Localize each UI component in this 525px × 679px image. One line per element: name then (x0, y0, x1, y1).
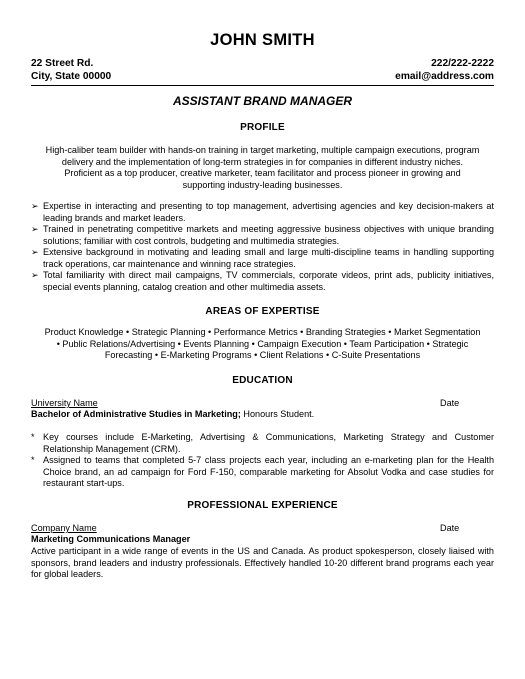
list-item: * Key courses include E-Marketing, Advertising & Communications, Marketing Strategy and Customer Relationship Management (CRM). (31, 432, 494, 454)
expertise-list (31, 327, 494, 362)
experience-company-row (31, 523, 494, 535)
email-address: email@address.com (395, 71, 494, 82)
list-item: ➢ Trained in penetrating competitive markets and meeting aggressive business objectives with unique branding solutions; familiar with cost controls, budgeting and multimedia strategies. (31, 224, 494, 246)
candidate-name: JOHN SMITH (210, 31, 315, 49)
arrow-bullet-icon: ➢ (31, 247, 39, 257)
education-school-row (31, 398, 494, 410)
list-item: ➢ Total familiarity with direct mail campaigns, TV commercials, corporate videos, print ads, publicity initiatives, special events planning, catalog creation and other multimedia assets. (31, 270, 494, 292)
degree-title: Bachelor of Administrative Studies in Marketing; (31, 409, 241, 419)
list-item: ➢ Expertise in interacting and presenting to top management, advertising agencies and key decision-makers at leading brands and market leaders. (31, 201, 494, 223)
experience-date: Date (440, 523, 460, 533)
header-divider (31, 85, 494, 86)
phone-number: 222/222-2222 (431, 58, 494, 69)
profile-summary-line: supporting industry-leading businesses. (182, 179, 343, 190)
arrow-bullet-icon: ➢ (31, 201, 39, 211)
profile-summary (31, 145, 494, 191)
expertise-line: Forecasting • E-Marketing Programs • Client Relations • C-Suite Presentations (104, 350, 421, 360)
position-title: Marketing Communications Manager (31, 534, 191, 544)
profile-summary-line: Proficient as a top producer, creative marketer, team facilitator and process pioneer in growing and (64, 168, 461, 178)
contact-row-1 (31, 58, 494, 69)
expertise-heading: AREAS OF EXPERTISE (205, 306, 320, 317)
list-item: * Assigned to teams that completed 5-7 class projects each year, including an e-marketing plan for the Health Choice brand, an ad campaign for Ford F-150, comparable marketing for Absolut Vodka and case studies for restaurant start-ups. (31, 455, 494, 488)
expertise-line: Product Knowledge • Strategic Planning • Performance Metrics • Branding Strategies • Market Segmentation (44, 327, 481, 337)
contact-row-2 (31, 71, 494, 82)
school-name: University Name (31, 398, 98, 408)
list-item: ➢ Extensive background in motivating and leading small and large multi-discipline teams in handling supporting track operations, car maintenance and winning race strategies. (31, 247, 494, 269)
asterisk-bullet-icon: * (31, 432, 35, 442)
job-title: ASSISTANT BRAND MANAGER (172, 94, 353, 108)
education-heading: EDUCATION (232, 375, 293, 386)
expertise-line: • Public Relations/Advertising • Events Planning • Campaign Execution • Team Participation • Strategic (56, 338, 469, 349)
asterisk-bullet-icon: * (31, 455, 35, 465)
address-line-2: City, State 00000 (31, 71, 112, 82)
experience-position-row (31, 534, 494, 546)
arrow-bullet-icon: ➢ (31, 224, 39, 234)
experience-heading: PROFESSIONAL EXPERIENCE (187, 500, 338, 511)
profile-bullet-list (31, 201, 494, 293)
education-date: Date (440, 398, 460, 408)
degree-note: Honours Student. (240, 409, 315, 419)
resume-page (31, 0, 494, 679)
address-line-1: 22 Street Rd. (31, 58, 94, 69)
company-name: Company Name (31, 523, 97, 533)
profile-heading: PROFILE (240, 122, 285, 133)
profile-summary-line: delivery and the implementation of long-term strategies in for companies in different industry niches. (61, 156, 464, 167)
education-degree-row (31, 409, 494, 421)
arrow-bullet-icon: ➢ (31, 270, 39, 280)
profile-summary-line: High-caliber team builder with hands-on training in target marketing, multiple campaign executions, program (45, 145, 480, 155)
experience-description: Active participant in a wide range of events in the US and Canada. As product spokesperson, closely liaised with sponsors, brand leaders and industry professionals. Effectively handled 10-20 different brand programs each year for global leaders. (31, 546, 494, 579)
education-bullet-list (31, 432, 494, 490)
